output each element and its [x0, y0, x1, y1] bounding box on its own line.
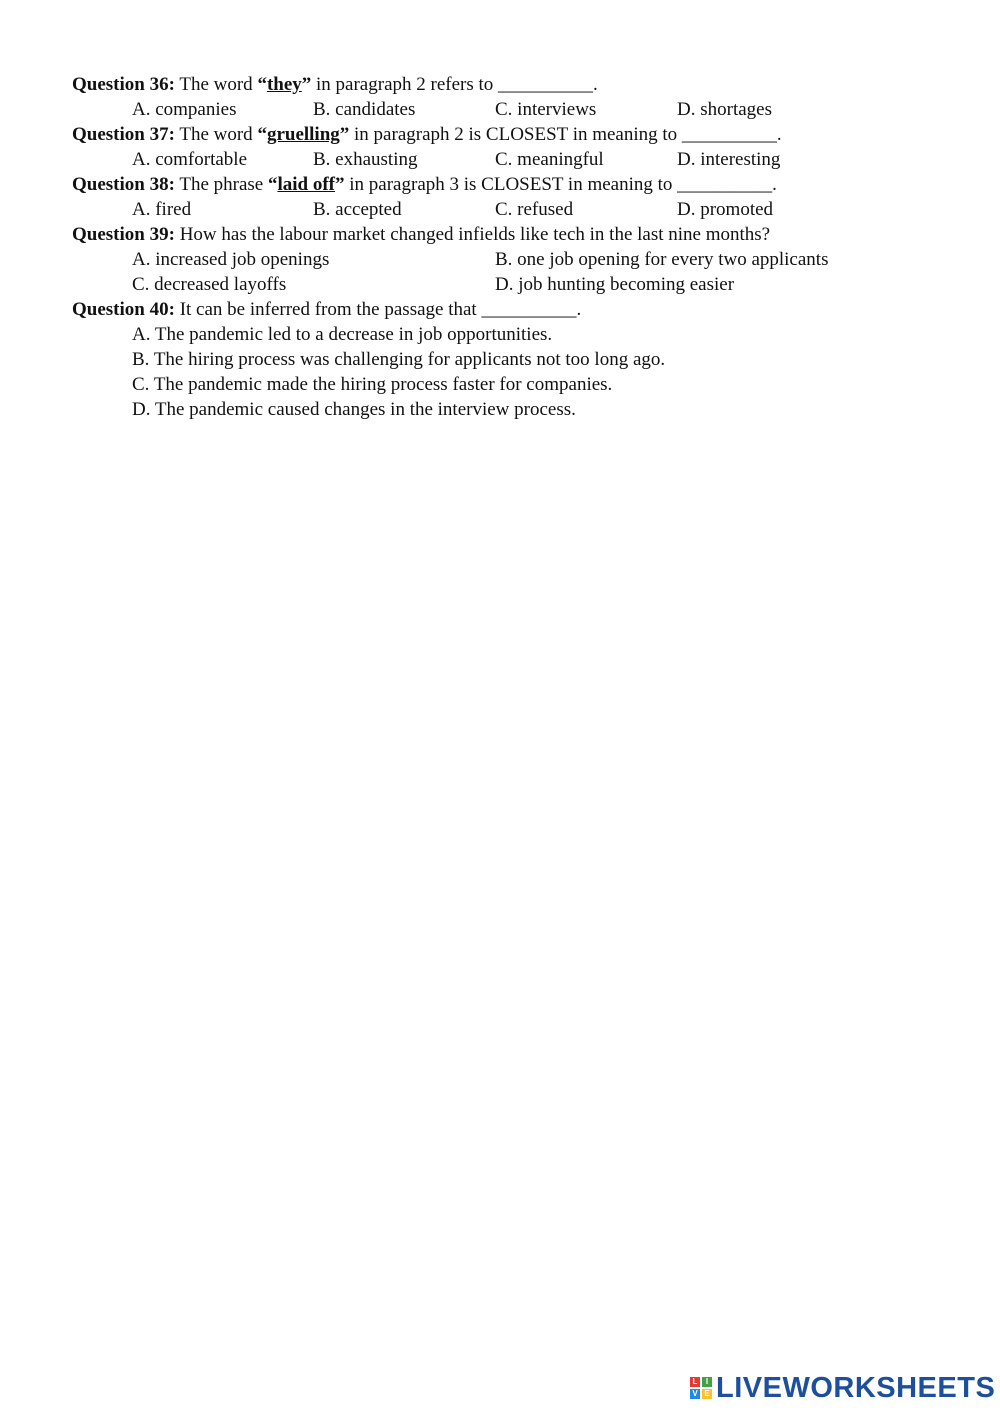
logo-mark-i: I	[702, 1377, 712, 1387]
option-c[interactable]: C. interviews	[495, 99, 597, 120]
option-c[interactable]: C. decreased layoffs	[132, 274, 287, 295]
option-d[interactable]: D. The pandemic caused changes in the interview process.	[132, 399, 576, 420]
option-b[interactable]: B. candidates	[313, 99, 416, 120]
question-36-options	[72, 97, 932, 122]
question-label: Question 37:	[72, 124, 175, 145]
option-c[interactable]: C. meaningful	[495, 149, 604, 170]
question-40-stem: Question 40: It can be inferred from the passage that __________.	[72, 299, 582, 320]
option-b[interactable]: B. accepted	[313, 199, 402, 220]
liveworksheets-logo	[690, 1371, 995, 1405]
question-label: Question 36:	[72, 74, 175, 95]
option-a[interactable]: A. companies	[132, 99, 237, 120]
question-36-stem: Question 36: The word “they” in paragraph 2 refers to __________.	[72, 74, 598, 95]
question-37-options	[72, 147, 932, 172]
option-a[interactable]: A. increased job openings	[132, 249, 330, 270]
question-37-stem: Question 37: The word “gruelling” in paragraph 2 is CLOSEST in meaning to __________.	[72, 124, 782, 145]
logo-mark-e: E	[702, 1389, 712, 1399]
question-label: Question 39:	[72, 224, 175, 245]
option-b[interactable]: B. exhausting	[313, 149, 418, 170]
question-39-options-row1	[72, 247, 932, 272]
option-a[interactable]: A. fired	[132, 199, 192, 220]
option-d[interactable]: D. promoted	[677, 199, 774, 220]
logo-text: LIVEWORKSHEETS	[716, 1371, 996, 1404]
keyword: “laid off”	[267, 174, 345, 195]
logo-mark-icon	[690, 1377, 712, 1399]
option-b[interactable]: B. The hiring process was challenging for applicants not too long ago.	[132, 349, 666, 370]
question-39-stem: Question 39: How has the labour market changed infields like tech in the last nine months?	[72, 224, 771, 245]
logo-mark-v: V	[690, 1389, 700, 1399]
worksheet-page	[72, 72, 932, 422]
keyword: “they”	[257, 74, 312, 95]
option-c[interactable]: C. refused	[495, 199, 574, 220]
question-38-stem: Question 38: The phrase “laid off” in paragraph 3 is CLOSEST in meaning to __________.	[72, 174, 777, 195]
option-a[interactable]: A. The pandemic led to a decrease in job opportunities.	[132, 324, 553, 345]
option-c[interactable]: C. The pandemic made the hiring process faster for companies.	[132, 374, 613, 395]
keyword: “gruelling”	[257, 124, 350, 145]
logo-mark-l: L	[690, 1377, 700, 1387]
question-label: Question 40:	[72, 299, 175, 320]
option-d[interactable]: D. job hunting becoming easier	[495, 274, 735, 295]
option-a[interactable]: A. comfortable	[132, 149, 248, 170]
option-d[interactable]: D. shortages	[677, 99, 772, 120]
question-38-options	[72, 197, 932, 222]
question-label: Question 38:	[72, 174, 175, 195]
question-39-options-row2	[72, 272, 932, 297]
option-b[interactable]: B. one job opening for every two applicants	[495, 249, 829, 270]
option-d[interactable]: D. interesting	[677, 149, 781, 170]
